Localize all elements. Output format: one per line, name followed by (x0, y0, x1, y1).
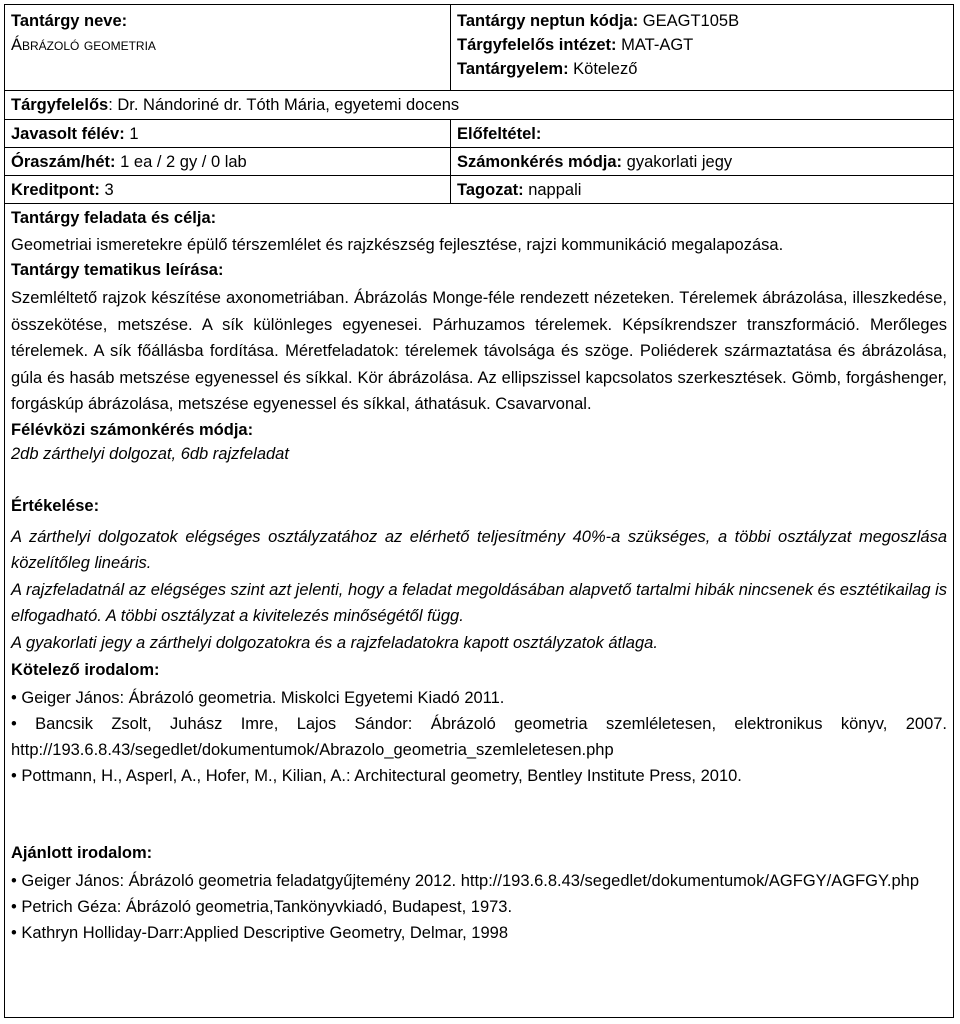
header-row (5, 5, 953, 91)
recommended-lit-item: • Geiger János: Ábrázoló geometria feladatgyűjtemény 2012. http://193.6.8.43/segedlet/dokumentumok/AGFGY/AGFGY.php (11, 872, 919, 890)
subject-name-cell (5, 5, 450, 90)
responsible-label: Tárgyfelelős (11, 96, 109, 114)
institute-label: Tárgyfelelős intézet: (457, 36, 617, 54)
semester-label: Javasolt félév: (11, 125, 125, 143)
prereq-cell (450, 120, 953, 147)
evaluation-p2: A rajzfeladatnál az elégséges szint azt jelenti, hogy a feladat megoldásában alapvető tartalmi hibák nincsenek és esztétikailag is elfogadható. A többi osztályzat a kivitelezés minőségétől függ. (11, 580, 947, 625)
hours-label: Óraszám/hét: (11, 153, 116, 171)
element-value: Kötelező (573, 60, 638, 78)
required-lit-label: Kötelező irodalom: (11, 661, 160, 679)
credit-cell (5, 176, 450, 203)
prereq-label: Előfeltétel: (457, 125, 542, 143)
evaluation-p1: A zárthelyi dolgozatok elégséges osztályzatához az elérhető teljesítmény 40%-a szükséges, a többi osztályzat megoszlása közelítőleg lineáris. (11, 527, 947, 572)
course-body (5, 204, 953, 946)
evaluation-section (11, 494, 947, 657)
neptun-value: GEAGT105B (642, 12, 740, 30)
hours-row (5, 148, 953, 176)
division-cell (450, 176, 953, 203)
subject-name-value: Ábrázoló geometria (11, 36, 156, 54)
semester-row (5, 120, 953, 148)
institute-value: MAT-AGT (621, 36, 694, 54)
neptun-label: Tantárgy neptun kódja: (457, 12, 639, 30)
responsible-row (5, 91, 953, 120)
thematic-label: Tantárgy tematikus leírása: (11, 261, 224, 279)
required-lit-section (11, 658, 947, 789)
goal-section (11, 206, 947, 257)
goal-label: Tantárgy feladata és célja: (11, 209, 217, 227)
required-lit-item: • Pottmann, H., Asperl, A., Hofer, M., Kilian, A.: Architectural geometry, Bentley Institute Press, 2010. (11, 767, 742, 785)
midterm-label: Félévközi számonkérés módja: (11, 420, 254, 439)
thematic-text: Szemléltető rajzok készítése axonometriában. Ábrázolás Monge-féle rendezett nézeteken. Térelemek ábrázolása, illeszkedése, összekötése, metszése. A sík különleges egyenesei. Párhuzamos térelemek. Képsíkrendszer transzformáció. Merőleges térelemek. A sík főállásba fordítása. Méretfeladatok: térelemek távolsága és szöge. Poliéderek származtatása és ábrázolása, gúla és hasáb metszése egyenessel és síkkal. Kör ábrázolása. Az ellipszissel kapcsolatos szerkesztések. Gömb, forgáshenger, forgáskúp ábrázolása, metszése egyenessel és síkkal, áthatásuk. Csavarvonal. (11, 289, 947, 413)
recommended-lit-label: Ajánlott irodalom: (11, 844, 153, 862)
division-value: nappali (528, 181, 582, 199)
recommended-lit-section (11, 841, 947, 946)
semester-cell (5, 120, 450, 147)
required-lit-item: • Geiger János: Ábrázoló geometria. Miskolci Egyetemi Kiadó 2011. (11, 689, 505, 707)
course-datasheet (4, 4, 954, 1018)
responsible-value: : Dr. Nándoriné dr. Tóth Mária, egyetemi docens (108, 96, 460, 114)
thematic-section (11, 258, 947, 418)
goal-text: Geometriai ismeretekre épülő térszemlélet és rajzkészség fejlesztése, rajzi kommunikáció megalapozása. (11, 236, 784, 254)
exam-cell (450, 148, 953, 175)
element-label: Tantárgyelem: (457, 60, 569, 78)
exam-label: Számonkérés módja: (457, 153, 623, 171)
subject-codes-cell (450, 5, 953, 90)
hours-cell (5, 148, 450, 175)
midterm-text: 2db zárthelyi dolgozat, 6db rajzfeladat (11, 444, 289, 463)
credit-value: 3 (104, 181, 114, 199)
evaluation-label: Értékelése: (11, 496, 100, 515)
midterm-section (11, 418, 947, 466)
hours-value: 1 ea / 2 gy / 0 lab (120, 153, 247, 171)
credit-row (5, 176, 953, 204)
division-label: Tagozat: (457, 181, 524, 199)
subject-name-label: Tantárgy neve: (11, 12, 128, 30)
required-lit-item: • Bancsik Zsolt, Juhász Imre, Lajos Sándor: Ábrázoló geometria szemléletesen, elektronikus könyv, 2007. http://193.6.8.43/segedlet/dokumentumok/Abrazolo_geometria_szemleletesen.php (11, 715, 947, 759)
credit-label: Kreditpont: (11, 181, 100, 199)
recommended-lit-item: • Kathryn Holliday-Darr:Applied Descriptive Geometry, Delmar, 1998 (11, 924, 508, 942)
recommended-lit-item: • Petrich Géza: Ábrázoló geometria,Tankönyvkiadó, Budapest, 1973. (11, 898, 513, 916)
exam-value: gyakorlati jegy (626, 153, 733, 171)
semester-value: 1 (129, 125, 139, 143)
evaluation-p3: A gyakorlati jegy a zárthelyi dolgozatokra és a rajzfeladatokra kapott osztályzatok átlaga. (11, 633, 658, 652)
